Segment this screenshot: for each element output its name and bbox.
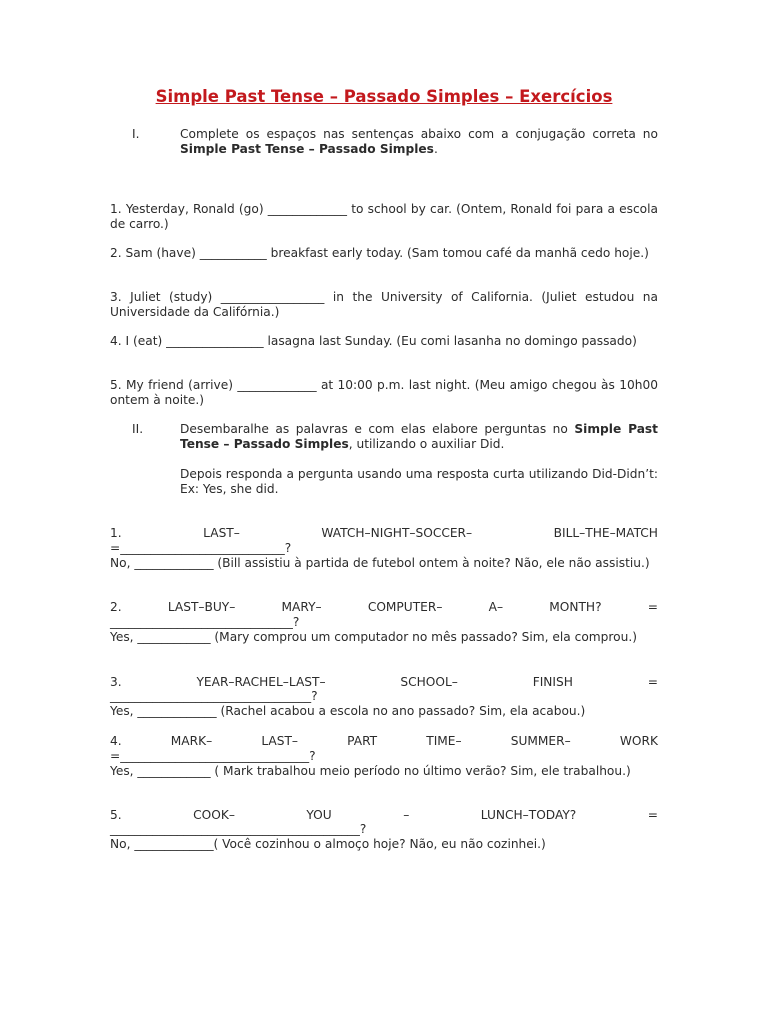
exercise-2-3-blank: _________________________________? bbox=[110, 689, 318, 703]
exercise-2-3-words bbox=[110, 675, 658, 690]
exercise-2-2-word: A– bbox=[488, 600, 504, 614]
exercise-2-4-word: TIME– bbox=[426, 734, 462, 748]
section-1-numeral: I. bbox=[132, 127, 140, 141]
exercise-2-4-blank: =_______________________________? bbox=[110, 749, 316, 763]
exercise-1-4: 4. I (eat) ________________ lasagna last Sunday. (Eu comi lasanha no domingo passado) bbox=[110, 334, 637, 348]
exercise-2-5-answer: No, _____________( Você cozinhou o almoço hoje? Não, eu não cozinhei.) bbox=[110, 837, 546, 851]
exercise-2-3-answer: Yes, _____________ (Rachel acabou a escola no ano passado? Sim, ela acabou.) bbox=[110, 704, 586, 718]
exercise-2-1-words bbox=[110, 526, 658, 541]
section-1-text: Complete os espaços nas sentenças abaixo com a conjugação correta no bbox=[180, 127, 658, 141]
exercise-2-2-word: MONTH? bbox=[549, 600, 602, 614]
exercise-2-1-word: 1. bbox=[110, 526, 122, 540]
section-2-instructions-2: Depois responda a pergunta usando uma resposta curta utilizando Did-Didn’t: Ex: Yes, she did. bbox=[180, 467, 658, 496]
exercise-1-2: 2. Sam (have) ___________ breakfast early today. (Sam tomou café da manhã cedo hoje.) bbox=[110, 246, 649, 260]
section-1-end: . bbox=[433, 142, 438, 156]
exercise-2-2-answer: Yes, ____________ (Mary comprou um computador no mês passado? Sim, ela comprou.) bbox=[110, 630, 637, 644]
exercise-2-1-word: BILL–THE–MATCH bbox=[553, 526, 658, 540]
section-1-instructions bbox=[180, 127, 658, 157]
section-2-bold: Simple Past Tense – Passado Simples bbox=[180, 422, 658, 451]
exercise-2-4-word: MARK– bbox=[170, 734, 213, 748]
exercise-2-1-answer: No, _____________ (Bill assistiu à partida de futebol ontem à noite? Não, ele não assistiu.) bbox=[110, 556, 650, 570]
exercise-2-4-word: SUMMER– bbox=[510, 734, 571, 748]
section-2-numeral: II. bbox=[132, 422, 144, 436]
exercise-2-1-blank: =___________________________? bbox=[110, 541, 292, 555]
exercise-2-4-answer: Yes, ____________ ( Mark trabalhou meio período no último verão? Sim, ele trabalhou.) bbox=[110, 764, 631, 778]
exercise-2-2-blank: ______________________________? bbox=[110, 615, 300, 629]
exercise-2-3-word: YEAR–RACHEL–LAST– bbox=[196, 675, 326, 689]
exercise-2-4-word: 4. bbox=[110, 734, 122, 748]
section-2-instructions bbox=[180, 422, 658, 452]
exercise-2-3-word: = bbox=[647, 675, 658, 689]
exercise-2-5-word: = bbox=[647, 808, 658, 822]
exercise-2-1-word: WATCH–NIGHT–SOCCER– bbox=[321, 526, 473, 540]
exercise-2-4-word: PART bbox=[347, 734, 378, 748]
exercise-2-4-word: WORK bbox=[619, 734, 658, 748]
exercise-2-2-word: = bbox=[647, 600, 658, 614]
exercise-2-2-word: LAST–BUY– bbox=[167, 600, 236, 614]
exercise-2-3-word: 3. bbox=[110, 675, 122, 689]
exercise-2-5-word: YOU bbox=[306, 808, 332, 822]
exercise-1-5: 5. My friend (arrive) _____________ at 10:00 p.m. last night. (Meu amigo chegou às 10h00 ontem à noite.) bbox=[110, 378, 658, 407]
section-1-bold: Simple Past Tense – Passado Simples bbox=[180, 142, 434, 156]
section-2-text-a: Desembaralhe as palavras e com elas elabore perguntas no bbox=[180, 422, 568, 436]
exercise-2-2-word: COMPUTER– bbox=[367, 600, 443, 614]
exercise-2-4-word: LAST– bbox=[261, 734, 299, 748]
exercise-2-2-word: 2. bbox=[110, 600, 122, 614]
section-2-text-b: , utilizando o auxiliar Did. bbox=[348, 437, 505, 451]
exercise-2-2-word: MARY– bbox=[281, 600, 322, 614]
exercise-2-5-word: 5. bbox=[110, 808, 122, 822]
exercise-2-3-word: FINISH bbox=[532, 675, 573, 689]
exercise-2-4-words bbox=[110, 734, 658, 749]
page-title: Simple Past Tense – Passado Simples – Exercícios bbox=[155, 87, 613, 106]
exercise-1-1: 1. Yesterday, Ronald (go) _____________ to school by car. (Ontem, Ronald foi para a escola de carro.) bbox=[110, 202, 658, 231]
exercise-2-2-words bbox=[110, 600, 658, 615]
exercise-2-5-word: LUNCH–TODAY? bbox=[480, 808, 577, 822]
exercise-1-3: 3. Juliet (study) _________________ in the University of California. (Juliet estudou na Universidade da Califórnia.) bbox=[110, 290, 658, 319]
exercise-2-1-word: LAST– bbox=[203, 526, 240, 540]
exercise-2-3-word: SCHOOL– bbox=[400, 675, 458, 689]
exercise-2-5-words bbox=[110, 808, 658, 823]
exercise-2-5-word: – bbox=[403, 808, 410, 822]
exercise-2-5-word: COOK– bbox=[193, 808, 235, 822]
exercise-2-5-blank: _________________________________________? bbox=[110, 822, 367, 836]
